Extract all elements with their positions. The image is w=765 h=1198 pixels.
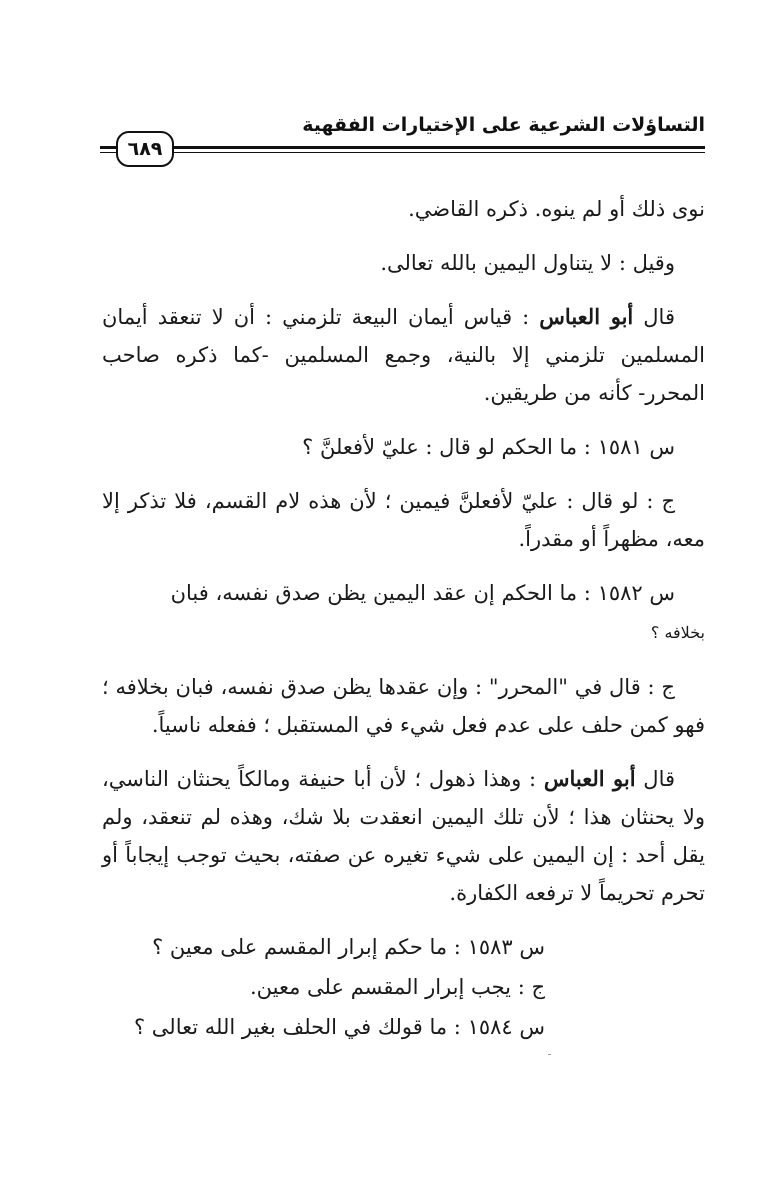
page-body <box>102 190 705 1048</box>
page-speck <box>548 1054 551 1055</box>
question-1581: س ١٥٨١ : ما الحكم لو قال : عليّ لأفعلنَّ ؟ <box>302 435 675 459</box>
header-rule-thick <box>100 146 705 149</box>
paragraph-continuation: نوى ذلك أو لم ينوه. ذكره القاضي. <box>408 197 705 221</box>
speaker-name: أبو العباس <box>543 766 636 791</box>
speaker-name: أبو العباس <box>539 304 634 329</box>
paragraph-abu-abbas-2 <box>102 760 705 912</box>
question-1584: س ١٥٨٤ : ما قولك في الحلف بغير الله تعالى ؟ <box>133 1015 545 1039</box>
question-1582 <box>102 574 705 652</box>
answer-1583: ج : يجب إبرار المقسم على معين. <box>249 975 545 999</box>
question-1583: س ١٥٨٣ : ما حكم إبرار المقسم على معين ؟ <box>152 935 545 959</box>
question-text: س ١٥٨٢ : ما الحكم إن عقد اليمين يظن صدق نفسه، فبان <box>170 581 675 605</box>
speaker-prefix: قال <box>633 305 675 329</box>
paragraph-qila: وقيل : لا يتناول اليمين بالله تعالى. <box>380 251 675 275</box>
paragraph-text: : وهذا ذهول ؛ لأن أبا حنيفة ومالكاً يحنثان الناسي، ولا يحنثان هذا ؛ لأن تلك اليمين انعقدت بلا شك، وهذه لم تنعقد، ولم يقل أحد : إن اليمين على شيء تغيره عن صفته، بحيث توجب إيجاباً أو تحرم تحريماً لا ترفعه الكفارة. <box>102 767 705 905</box>
answer-1581: ج : لو قال : عليّ لأفعلنَّ فيمين ؛ لأن هذه لام القسم، فلا تذكر إلا معه، مظهراً أو مقدراً. <box>102 489 705 551</box>
header-rule-thin <box>100 152 705 153</box>
running-header-title: التساؤلات الشرعية على الإختيارات الفقهية <box>302 114 705 136</box>
question-tail: بخلافه ؟ <box>650 623 705 642</box>
paragraph-text: : قياس أيمان البيعة تلزمني : أن لا تنعقد أيمان المسلمين تلزمني إلا بالنية، وجمع المسلمين -كما ذكره صاحب المحرر- كأنه من طريقين. <box>102 305 705 405</box>
page-number-badge: ٦٨٩ <box>116 131 174 167</box>
paragraph-abu-abbas-1 <box>102 298 705 412</box>
answer-1582: ج : قال في "المحرر" : وإن عقدها يظن صدق نفسه، فبان بخلافه ؛ فهو كمن حلف على عدم فعل شيء في المستقبل ؛ ففعله ناسياً. <box>102 675 705 737</box>
speaker-prefix: قال <box>635 767 676 791</box>
